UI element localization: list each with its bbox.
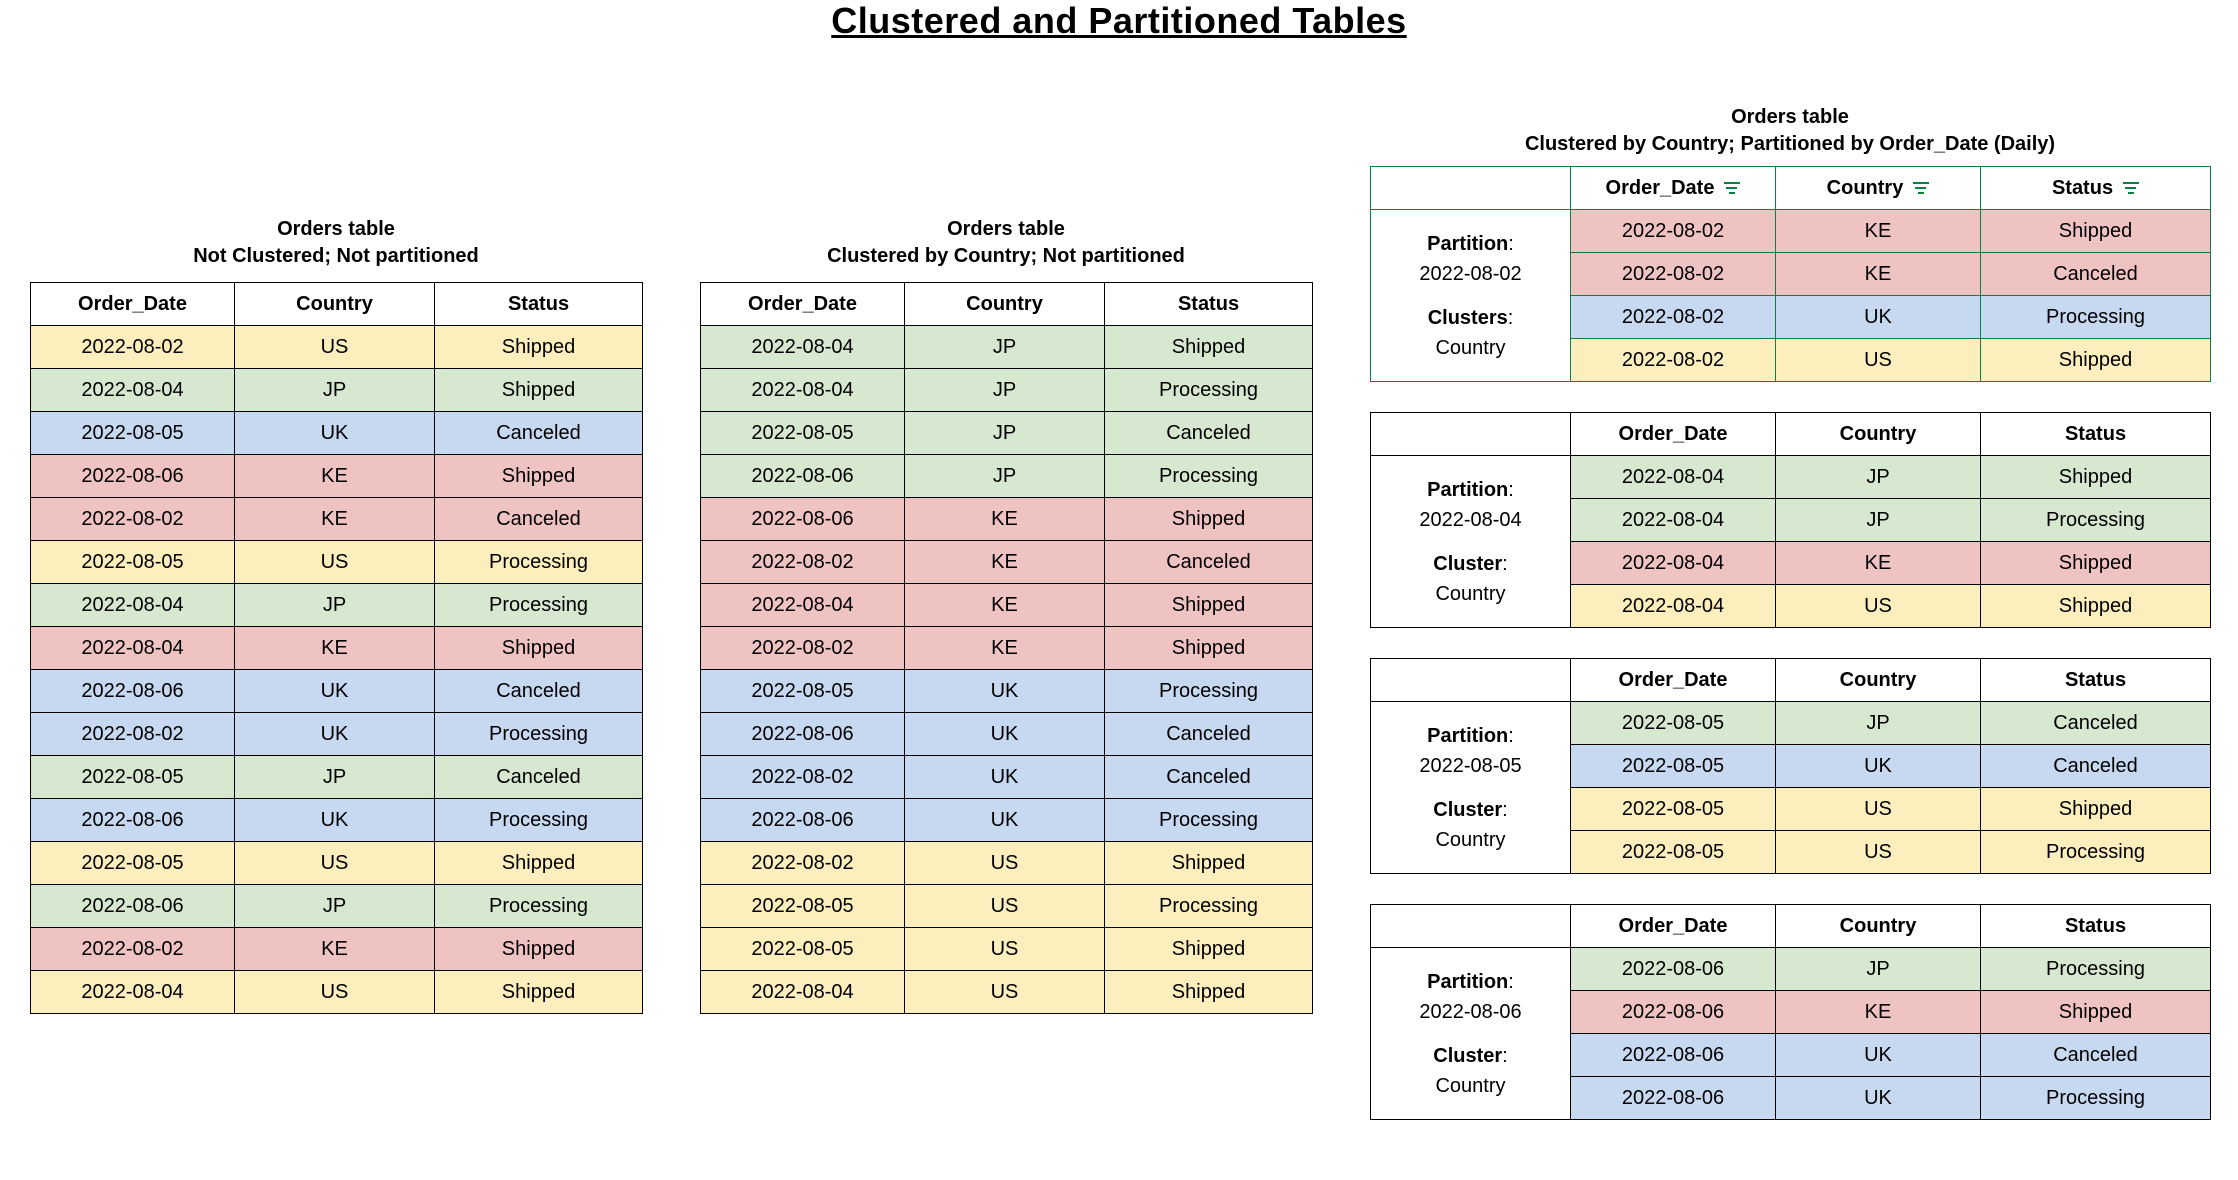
table-row [701,971,1313,1014]
cell-status: Shipped [1105,498,1313,541]
partition-label-value: 2022-08-05 [1419,754,1522,777]
cell-order-date: 2022-08-02 [1571,253,1776,296]
table-row [31,713,643,756]
cell-order-date: 2022-08-04 [1571,456,1776,499]
column-header-label: Country [1826,176,1904,199]
cell-country: UK [235,799,435,842]
table-row [701,584,1313,627]
left-table-caption-line1: Orders table [277,218,395,240]
cell-order-date: 2022-08-05 [701,670,905,713]
filter-icon-status[interactable] [2123,182,2139,194]
cell-status: Shipped [1105,627,1313,670]
left-table-caption-line2: Not Clustered; Not partitioned [193,245,479,267]
cell-country: JP [1776,499,1981,542]
cell-country: UK [1776,1034,1981,1077]
cell-order-date: 2022-08-02 [701,842,905,885]
cell-status: Processing [1105,369,1313,412]
cell-country: JP [905,412,1105,455]
cell-order-date: 2022-08-02 [1571,339,1776,382]
cell-order-date: 2022-08-06 [1571,1077,1776,1120]
cell-status: Shipped [1105,584,1313,627]
table-row [1371,948,2211,991]
cell-status: Processing [1105,455,1313,498]
partition-label-title: Partition: [1427,478,1514,501]
right-caption-line1: Orders table [1731,106,1849,128]
cell-status: Shipped [1981,991,2211,1034]
cell-order-date: 2022-08-06 [31,885,235,928]
table-header-row [701,283,1313,326]
cell-country: JP [235,584,435,627]
cell-order-date: 2022-08-05 [31,412,235,455]
column-header-country [1776,659,1981,702]
clustered-partitioned-section [1370,104,2210,1150]
cell-order-date: 2022-08-06 [31,799,235,842]
cell-status: Processing [1981,831,2211,874]
table-row [31,799,643,842]
partition-table-2022-08-06 [1370,904,2211,1120]
cell-country: KE [235,627,435,670]
partition-header-spacer [1371,905,1571,948]
column-header-label: Status [2064,668,2127,691]
cell-order-date: 2022-08-02 [1571,210,1776,253]
cell-status: Processing [435,799,643,842]
cell-order-date: 2022-08-02 [1571,296,1776,339]
cell-order-date: 2022-08-06 [31,670,235,713]
filter-icon-country[interactable] [1913,182,1929,194]
cell-status: Processing [1981,499,2211,542]
partition-label-value: 2022-08-06 [1419,1000,1522,1023]
cell-order-date: 2022-08-02 [701,627,905,670]
cell-order-date: 2022-08-04 [31,971,235,1014]
mid-table [700,282,1313,1014]
cell-country: US [905,928,1105,971]
cell-status: Processing [1105,885,1313,928]
cell-country: US [905,885,1105,928]
cell-country: JP [905,455,1105,498]
cell-country: JP [1776,456,1981,499]
cell-country: UK [1776,296,1981,339]
table-row [701,455,1313,498]
table-row [31,885,643,928]
column-header-label: Country [1839,668,1917,691]
cell-order-date: 2022-08-02 [31,498,235,541]
table-row [31,541,643,584]
cell-order-date: 2022-08-05 [1571,702,1776,745]
table-row [701,670,1313,713]
table-header-row [1371,905,2211,948]
cell-country: JP [235,885,435,928]
partition-label [1371,702,1571,874]
cell-order-date: 2022-08-06 [701,713,905,756]
cluster-label-value: Country [1435,336,1506,359]
cell-status: Shipped [1105,928,1313,971]
cell-order-date: 2022-08-02 [31,713,235,756]
cell-status: Shipped [1105,326,1313,369]
table-header-row [1371,413,2211,456]
column-header-order-date: Order_Date [701,283,905,326]
cell-order-date: 2022-08-05 [701,412,905,455]
cell-country: JP [1776,702,1981,745]
cell-status: Shipped [1105,842,1313,885]
partition-label-title: Partition: [1427,724,1514,747]
table-row [31,627,643,670]
cell-status: Processing [435,885,643,928]
column-header-label: Status [2064,914,2127,937]
cell-country: US [235,326,435,369]
filter-icon-order-date[interactable] [1724,182,1740,194]
table-row [31,326,643,369]
right-section-caption [1370,104,2210,158]
cell-status: Shipped [435,928,643,971]
table-header-row [1371,659,2211,702]
unclustered-unpartitioned-table-block [30,216,642,1014]
table-row [701,627,1313,670]
column-header-status: Status [435,283,643,326]
cell-order-date: 2022-08-04 [1571,542,1776,585]
column-header-status [1981,905,2211,948]
cell-status: Canceled [435,412,643,455]
cell-order-date: 2022-08-06 [701,799,905,842]
column-header-status[interactable] [1981,167,2211,210]
table-row [701,541,1313,584]
column-header-country [1776,905,1981,948]
cell-status: Shipped [435,971,643,1014]
cell-country: UK [905,713,1105,756]
cell-status: Canceled [1981,702,2211,745]
cell-country: JP [235,756,435,799]
cell-status: Processing [1105,799,1313,842]
table-row [31,971,643,1014]
cell-status: Shipped [1981,210,2211,253]
cell-country: UK [235,713,435,756]
partition-table-2022-08-04 [1370,412,2211,628]
table-row [31,670,643,713]
cell-order-date: 2022-08-06 [701,498,905,541]
column-header-country: Country [905,283,1105,326]
cell-order-date: 2022-08-04 [31,369,235,412]
cell-order-date: 2022-08-06 [1571,1034,1776,1077]
cell-status: Canceled [1105,412,1313,455]
partition-label-value: 2022-08-04 [1419,508,1522,531]
cell-country: US [1776,585,1981,628]
cell-country: JP [905,369,1105,412]
cell-status: Shipped [435,455,643,498]
table-row [31,756,643,799]
cell-status: Processing [1981,948,2211,991]
partition-header-spacer [1371,167,1571,210]
table-row [701,842,1313,885]
cell-country: JP [905,326,1105,369]
table-row [701,369,1313,412]
cell-country: KE [905,584,1105,627]
table-row [31,412,643,455]
table-row [701,799,1313,842]
mid-table-caption-line1: Orders table [947,218,1065,240]
table-row [701,928,1313,971]
column-header-status [1981,413,2211,456]
column-header-country: Country [235,283,435,326]
cell-country: US [905,842,1105,885]
table-row [701,498,1313,541]
partition-table-2022-08-05 [1370,658,2211,874]
partition-header-spacer [1371,413,1571,456]
partition-label-spacer [1375,289,1566,303]
cell-country: KE [905,541,1105,584]
cluster-label-value: Country [1435,828,1506,851]
cell-status: Shipped [435,326,643,369]
cell-order-date: 2022-08-06 [1571,948,1776,991]
table-row [31,584,643,627]
cell-order-date: 2022-08-05 [701,885,905,928]
cell-country: KE [1776,253,1981,296]
column-header-order-date [1571,659,1776,702]
cell-country: UK [905,670,1105,713]
column-header-status [1981,659,2211,702]
cell-order-date: 2022-08-04 [701,584,905,627]
cell-status: Processing [435,713,643,756]
cell-status: Shipped [1981,542,2211,585]
cluster-label-title: Cluster: [1433,1044,1508,1067]
column-header-status: Status [1105,283,1313,326]
cell-order-date: 2022-08-05 [1571,788,1776,831]
cell-country: KE [1776,991,1981,1034]
cell-status: Canceled [435,756,643,799]
table-row [1371,702,2211,745]
cell-country: UK [1776,1077,1981,1120]
cell-status: Shipped [1981,456,2211,499]
cell-order-date: 2022-08-02 [31,928,235,971]
cell-country: KE [235,455,435,498]
table-row [701,412,1313,455]
cell-country: KE [1776,210,1981,253]
cell-country: KE [905,627,1105,670]
cell-country: UK [235,670,435,713]
column-header-order-date: Order_Date [31,283,235,326]
cell-status: Canceled [435,498,643,541]
cell-order-date: 2022-08-05 [31,842,235,885]
partition-label [1371,948,1571,1120]
partition-header-spacer [1371,659,1571,702]
column-header-order-date[interactable] [1571,167,1776,210]
column-header-order-date [1571,413,1776,456]
column-header-label: Status [2064,422,2127,445]
cell-status: Shipped [1981,585,2211,628]
cell-order-date: 2022-08-06 [1571,991,1776,1034]
cell-country: KE [1776,542,1981,585]
table-row [1371,210,2211,253]
cell-status: Processing [435,541,643,584]
cell-country: UK [905,756,1105,799]
cell-country: US [235,541,435,584]
cell-country: KE [235,928,435,971]
cell-status: Canceled [1105,713,1313,756]
cell-country: UK [905,799,1105,842]
table-header-row [1371,167,2211,210]
cell-status: Canceled [1981,745,2211,788]
left-table-caption [30,216,642,270]
cell-status: Shipped [1105,971,1313,1014]
cell-status: Shipped [435,369,643,412]
cell-order-date: 2022-08-02 [701,756,905,799]
cell-country: JP [1776,948,1981,991]
cell-order-date: 2022-08-02 [31,326,235,369]
cell-country: KE [905,498,1105,541]
cell-status: Processing [435,584,643,627]
cell-order-date: 2022-08-05 [31,756,235,799]
cell-order-date: 2022-08-04 [701,369,905,412]
cell-status: Shipped [435,627,643,670]
cell-order-date: 2022-08-04 [31,627,235,670]
column-header-label: Country [1839,914,1917,937]
cell-country: US [1776,339,1981,382]
right-caption-line2: Clustered by Country; Partitioned by Order_Date (Daily) [1524,133,2056,155]
partition-label-spacer [1375,1027,1566,1041]
partition-label-value: 2022-08-02 [1419,262,1522,285]
cell-status: Canceled [1981,1034,2211,1077]
table-row [31,455,643,498]
cell-order-date: 2022-08-04 [701,326,905,369]
cell-country: US [235,971,435,1014]
cell-country: US [235,842,435,885]
table-row [31,369,643,412]
cell-country: JP [235,369,435,412]
column-header-label: Status [2051,176,2114,199]
table-row [701,756,1313,799]
table-row [31,498,643,541]
cell-country: UK [1776,745,1981,788]
cell-status: Processing [1105,670,1313,713]
cell-order-date: 2022-08-05 [701,928,905,971]
table-header-row [31,283,643,326]
cell-status: Canceled [435,670,643,713]
cluster-label-title: Cluster: [1433,798,1508,821]
cell-order-date: 2022-08-05 [1571,745,1776,788]
mid-table-caption [700,216,1312,270]
table-row [701,326,1313,369]
table-row [31,842,643,885]
cluster-label-title: Clusters: [1427,306,1514,329]
cell-order-date: 2022-08-06 [31,455,235,498]
cell-status: Canceled [1981,253,2211,296]
column-header-label: Order_Date [1618,668,1728,691]
cell-order-date: 2022-08-06 [701,455,905,498]
partition-label-spacer [1375,781,1566,795]
clustered-unpartitioned-table-block [700,216,1312,1014]
table-row [701,713,1313,756]
cell-order-date: 2022-08-02 [701,541,905,584]
table-row [701,885,1313,928]
column-header-label: Order_Date [1618,914,1728,937]
table-row [31,928,643,971]
cell-country: US [905,971,1105,1014]
cell-status: Processing [1981,296,2211,339]
partition-label [1371,210,1571,382]
cell-status: Shipped [1981,788,2211,831]
column-header-order-date [1571,905,1776,948]
partition-label [1371,456,1571,628]
cluster-label-value: Country [1435,582,1506,605]
cell-order-date: 2022-08-04 [1571,585,1776,628]
partition-label-spacer [1375,535,1566,549]
cell-status: Canceled [1105,541,1313,584]
column-header-country [1776,413,1981,456]
cell-country: UK [235,412,435,455]
cell-status: Processing [1981,1077,2211,1120]
cell-order-date: 2022-08-05 [1571,831,1776,874]
cell-country: KE [235,498,435,541]
partition-label-title: Partition: [1427,970,1514,993]
cell-order-date: 2022-08-05 [31,541,235,584]
cell-country: US [1776,788,1981,831]
cell-status: Shipped [1981,339,2211,382]
cluster-label-value: Country [1435,1074,1506,1097]
cell-status: Canceled [1105,756,1313,799]
column-header-label: Country [1839,422,1917,445]
cell-status: Shipped [435,842,643,885]
page-title: Clustered and Partitioned Tables [831,0,1407,41]
cell-order-date: 2022-08-04 [1571,499,1776,542]
cell-order-date: 2022-08-04 [31,584,235,627]
partition-label-title: Partition: [1427,232,1514,255]
left-table [30,282,643,1014]
partition-table-2022-08-02 [1370,166,2211,382]
cluster-label-title: Cluster: [1433,552,1508,575]
column-header-label: Order_Date [1605,176,1715,199]
table-row [1371,456,2211,499]
cell-order-date: 2022-08-04 [701,971,905,1014]
column-header-label: Order_Date [1618,422,1728,445]
mid-table-caption-line2: Clustered by Country; Not partitioned [827,245,1185,267]
cell-country: US [1776,831,1981,874]
column-header-country[interactable] [1776,167,1981,210]
